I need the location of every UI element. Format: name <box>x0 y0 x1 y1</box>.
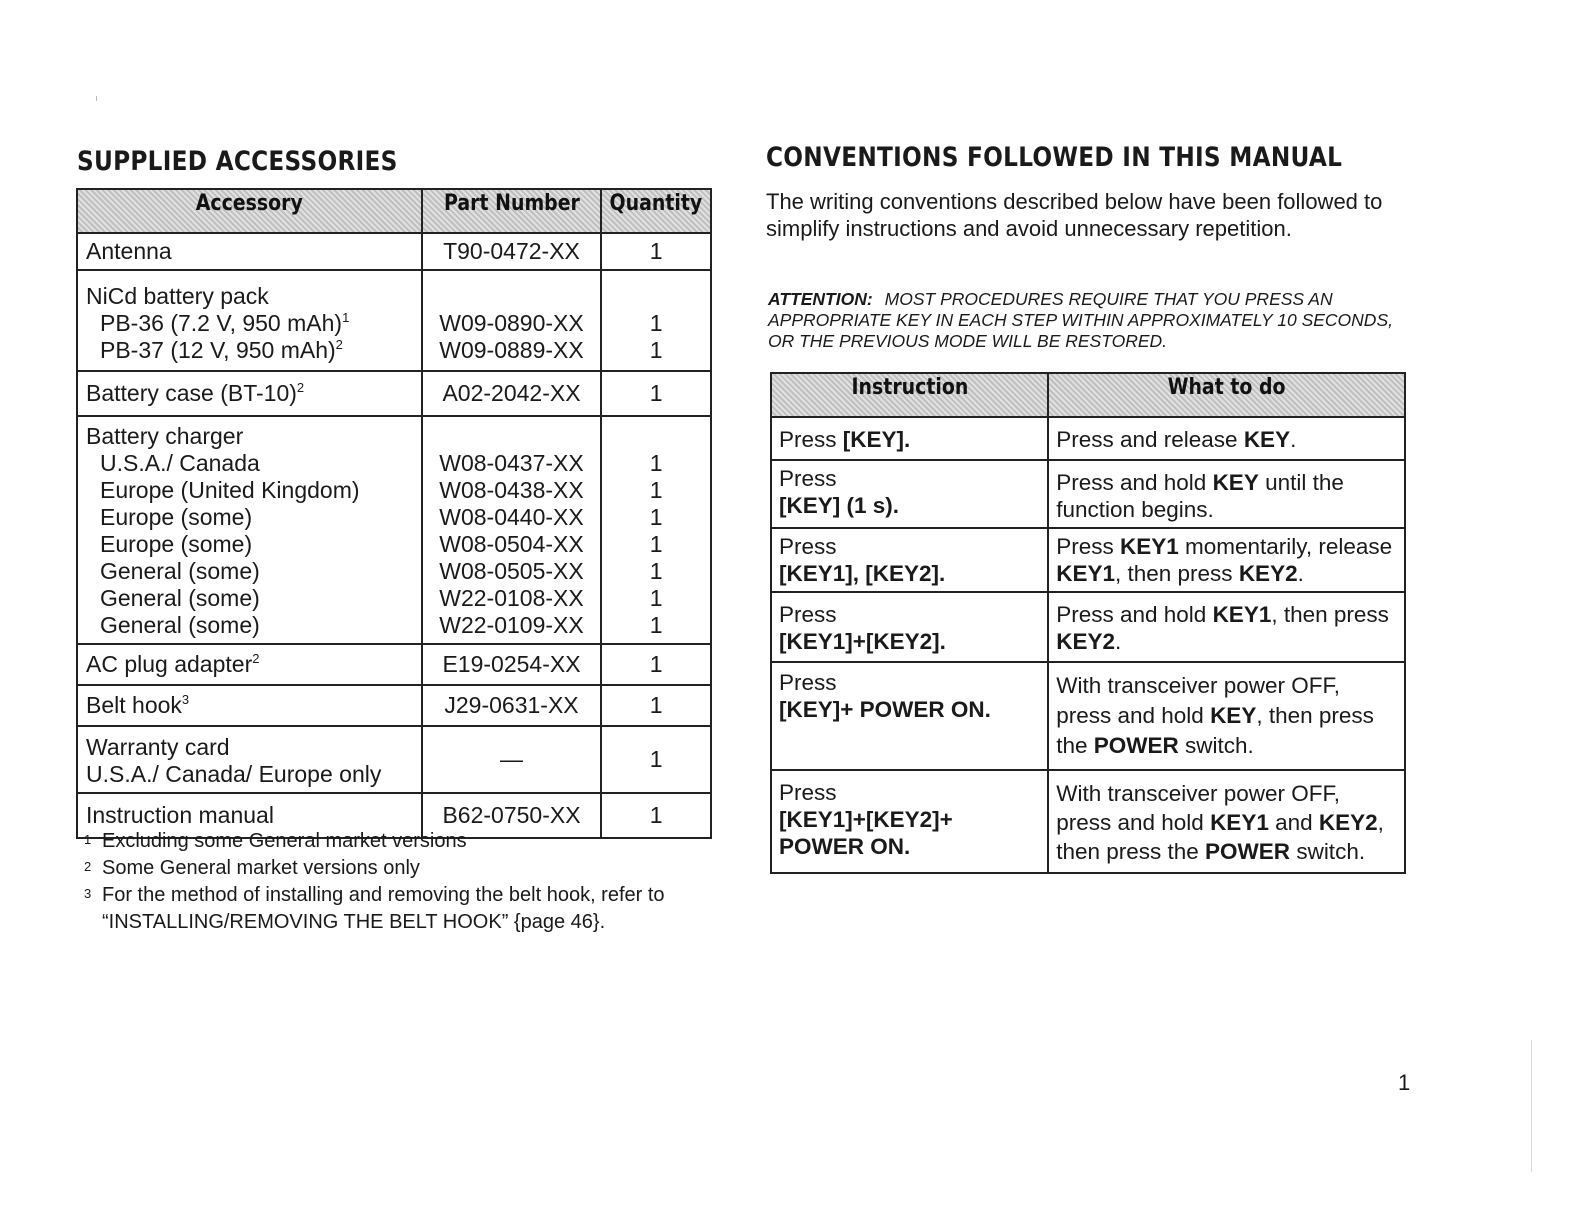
conventions-intro: The writing conventions described below have been followed to simplify instructions and avoid unnecessary repetition. <box>766 189 1383 241</box>
accessory-name: Antenna <box>77 233 422 270</box>
table-row <box>77 685 711 726</box>
table-row <box>771 662 1405 770</box>
quantity: 1 <box>601 371 711 416</box>
footnote: 1 Excluding some General market versions <box>80 828 720 855</box>
table-row <box>771 460 1405 528</box>
accessory-sub-item: Europe (United Kingdom) <box>100 477 360 503</box>
scan-edge-line <box>1531 1040 1532 1172</box>
footnote-ref: 2 <box>296 380 305 395</box>
header-quantity: Quantity <box>601 189 711 233</box>
attention-label: ATTENTION: <box>768 289 873 309</box>
quantity: 1 <box>649 585 663 611</box>
accessory-name: Battery case $(BT-10)^2$ <box>77 371 422 416</box>
footnote-ref: 3 <box>181 692 190 707</box>
accessory-sub-item: PB-36 (7.2 V, 950 mAh)$^1$ <box>100 310 350 336</box>
footnote-mark: 1 <box>84 832 92 847</box>
instruction-cell: Press [KEY1], [KEY2]. <box>771 528 1048 592</box>
header-accessory: Accessory <box>77 189 422 233</box>
attention-text: MOST PROCEDURES REQUIRE THAT YOU PRESS AN APPROPRIATE KEY IN EACH STEP WITHIN APPROXIMATELY 10 SECONDS, OR THE PREVIOUS MODE WILL BE RESTORED. <box>768 289 1393 351</box>
part-number: E19-0254-XX <box>422 644 601 685</box>
quantity: 1 <box>649 337 663 363</box>
accessory-sub-item: U.S.A./ Canada <box>100 450 260 476</box>
header-instruction: Instruction <box>771 373 1048 417</box>
footnote-ref: 2 <box>252 651 260 666</box>
quantity: 1 <box>649 504 663 530</box>
table-row <box>77 416 711 644</box>
footnote: 3 For the method of installing and removing the belt hook, refer to “INSTALLING/REMOVING THE BELT HOOK” {page 46}. <box>80 882 720 936</box>
part-number: — <box>422 726 601 793</box>
table-row <box>77 270 711 371</box>
accessory-name: AC plug adapter$^2$ <box>77 644 422 685</box>
page-number: 1 <box>1398 1070 1411 1095</box>
quantity: 1 <box>601 793 711 838</box>
accessories-table <box>76 188 712 839</box>
conventions-title: CONVENTIONS FOLLOWED IN THIS MANUAL <box>766 142 1343 173</box>
scan-speck <box>96 96 97 101</box>
quantity: 1 <box>601 726 711 793</box>
quantity: 1 <box>649 558 663 584</box>
quantity: 1 <box>649 450 663 476</box>
table-row <box>771 528 1405 592</box>
part-number: W08-0438-XX <box>439 477 584 503</box>
quantity: 1 <box>649 477 663 503</box>
accessory-name: Instruction manual <box>77 793 422 838</box>
accessory-sub-item: General (some) <box>100 612 260 638</box>
table-row <box>771 592 1405 662</box>
part-number: W22-0109-XX <box>439 612 584 638</box>
part-number: B62-0750-XX <box>422 793 601 838</box>
part-number: W22-0108-XX <box>439 585 584 611</box>
part-number: A02-2042-XX <box>422 371 601 416</box>
part-number: W08-0437-XX <box>439 450 584 476</box>
part-number: W08-0505-XX <box>439 558 584 584</box>
accessories-header-row <box>77 189 711 233</box>
part-number: W08-0504-XX <box>439 531 584 557</box>
footnotes <box>80 828 720 936</box>
what-to-do-cell: Press and release KEY. <box>1048 417 1405 460</box>
quantity: 1 <box>601 233 711 270</box>
part-number: T90-0472-XX <box>422 233 601 270</box>
footnote-ref: 2 <box>335 337 343 352</box>
quantity: 1 <box>601 644 711 685</box>
instruction-cell: Press [KEY]+ POWER ON. <box>771 662 1048 770</box>
supplied-accessories-title: SUPPLIED ACCESSORIES <box>77 146 398 177</box>
footnote-ref: 1 <box>342 310 350 325</box>
what-to-do-cell: With transceiver power OFF, press and hold KEY, then press the POWER switch. <box>1048 662 1405 770</box>
accessory-name: NiCd battery pack <box>86 283 269 309</box>
quantity: 1 <box>649 310 663 336</box>
instruction-cell: Press [KEY]. <box>771 417 1048 460</box>
accessory-name: Belt hook$^3$ <box>77 685 422 726</box>
table-row <box>77 233 711 270</box>
accessory-name: Battery charger <box>86 423 244 449</box>
part-number: W08-0440-XX <box>439 504 584 530</box>
table-row <box>771 770 1405 873</box>
instruction-cell: Press [KEY1]+[KEY2]. <box>771 592 1048 662</box>
header-what-to-do: What to do <box>1048 373 1405 417</box>
accessory-sub-item: PB-37 (12 V, 950 mAh)$^2$ <box>100 337 343 363</box>
what-to-do-cell: Press and hold KEY until the function begins. <box>1048 460 1405 528</box>
attention-note <box>768 289 1408 352</box>
accessory-name: Warranty card <box>86 734 230 760</box>
quantity: 1 <box>601 685 711 726</box>
what-to-do-cell: Press KEY1 momentarily, release KEY1, then press KEY2. <box>1048 528 1405 592</box>
table-row <box>77 371 711 416</box>
part-number: J29-0631-XX <box>422 685 601 726</box>
part-number: W09-0890-XX <box>439 310 584 336</box>
conventions-table <box>770 372 1406 874</box>
table-row <box>771 417 1405 460</box>
what-to-do-cell: Press and hold KEY1, then press KEY2. <box>1048 592 1405 662</box>
quantity: 1 <box>649 612 663 638</box>
footnote: 2 Some General market versions only <box>80 855 720 882</box>
conventions-header-row <box>771 373 1405 417</box>
accessory-sub-item: U.S.A./ Canada/ Europe only <box>86 761 382 787</box>
table-row <box>77 726 711 793</box>
accessory-sub-item: General (some) <box>100 585 260 611</box>
accessory-sub-item: Europe (some) <box>100 504 253 530</box>
what-to-do-cell: With transceiver power OFF, press and hold KEY1 and KEY2, then press the POWER switch. <box>1048 770 1405 873</box>
instruction-cell: Press [KEY] (1 s). <box>771 460 1048 528</box>
footnote-mark: 2 <box>84 859 92 874</box>
part-number: W09-0889-XX <box>439 337 584 363</box>
accessory-sub-item: General (some) <box>100 558 260 584</box>
footnote-mark: 3 <box>84 886 92 901</box>
accessory-sub-item: Europe (some) <box>100 531 253 557</box>
table-row <box>77 644 711 685</box>
instruction-cell: Press [KEY1]+[KEY2]+ POWER ON. <box>771 770 1048 873</box>
header-part-number: Part Number <box>422 189 601 233</box>
quantity: 1 <box>649 531 663 557</box>
